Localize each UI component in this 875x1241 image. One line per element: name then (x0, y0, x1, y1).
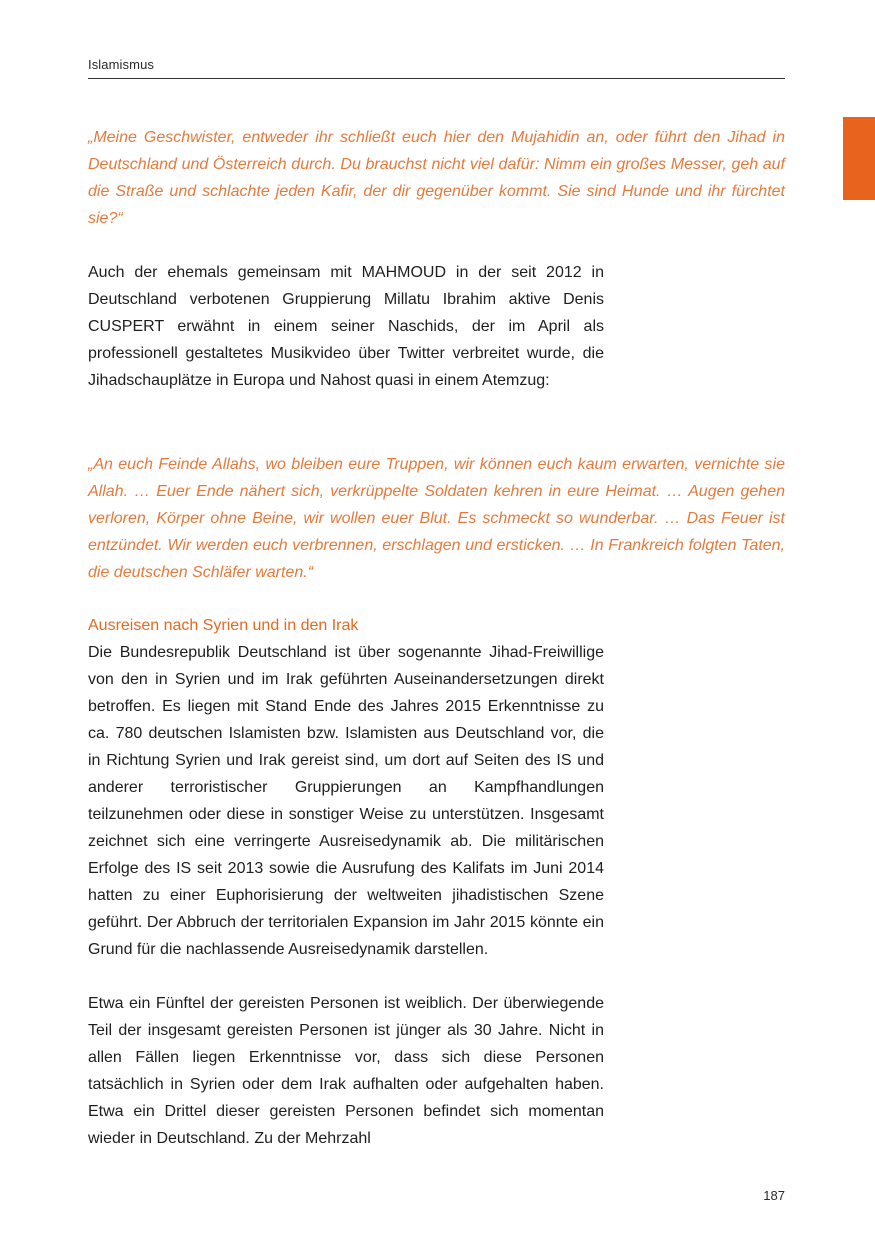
body-paragraph-1: Auch der ehemals gemeinsam mit MAHMOUD in der seit 2012 in Deutschland verbotenen Gruppierung Millatu Ibrahim aktive Denis CUSPERT erwähnt in einem seiner Naschids, der im April als professionell gestaltetes Musikvideo über Twitter verbreitet wurde, die Jihadschauplätze in Europa und Nahost quasi in einem Atemzug: (88, 264, 604, 389)
quote-block-2: „An euch Feinde Allahs, wo bleiben eure Truppen, wir können euch kaum erwarten, vernichte sie Allah. … Euer Ende nähert sich, verkrüppelte Soldaten kehren in eure Heimat. … Augen gehen verloren, Körper ohne Beine, wir wollen euer Blut. Es schmeckt so wunderbar. … Das Feuer ist entzündet. Wir werden euch verbrennen, erschlagen und ersticken. … In Frankreich folgten Taten, die deutschen Schläfer warten.“ (88, 456, 785, 581)
quote-block-1: „Meine Geschwister, entweder ihr schließt euch hier den Mujahidin an, oder führt den Jihad in Deutschland und Österreich durch. Du brauchst nicht viel dafür: Nimm ein großes Messer, geh auf die Straße und schlachte jeden Kafir, der dir gegenüber kommt. Sie sind Hunde und ihr fürchtet sie?“ (88, 129, 785, 227)
chapter-marker-tab (843, 117, 875, 200)
header-rule (88, 78, 785, 79)
running-title: Islamismus (88, 57, 155, 72)
page-number: 187 (763, 1188, 785, 1203)
section-heading: Ausreisen nach Syrien und in den Irak (88, 617, 359, 634)
body-paragraph-3: Etwa ein Fünftel der gereisten Personen ist weiblich. Der überwiegende Teil der insgesamt gereisten Personen ist jünger als 30 Jahre. Nicht in allen Fällen liegen Erkenntnisse vor, dass sich diese Personen tatsächlich in Syrien oder dem Irak aufhalten oder aufgehalten haben. Etwa ein Drittel dieser gereisten Personen befindet sich momentan wieder in Deutschland. Zu der Mehrzahl (88, 995, 604, 1147)
body-paragraph-2: Die Bundesrepublik Deutschland ist über sogenannte Jihad-Freiwillige von den in Syrien und im Irak geführten Auseinandersetzungen direkt betroffen. Es liegen mit Stand Ende des Jahres 2015 Erkenntnisse zu ca. 780 deutschen Islamisten bzw. Islamisten aus Deutschland vor, die in Richtung Syrien und Irak gereist sind, um dort auf Seiten des IS und anderer terroristischer Gruppierungen an Kampfhandlungen teilzunehmen oder diese in sonstiger Weise zu unterstützen. Insgesamt zeichnet sich eine verringerte Ausreisedynamik ab. Die militärischen Erfolge des IS seit 2013 sowie die Ausrufung des Kalifats im Juni 2014 hatten zu einer Euphorisierung der weltweiten jihadistischen Szene geführt. Der Abbruch der territorialen Expansion im Jahr 2015 könnte ein Grund für die nachlassende Ausreisedynamik darstellen. (88, 644, 604, 958)
